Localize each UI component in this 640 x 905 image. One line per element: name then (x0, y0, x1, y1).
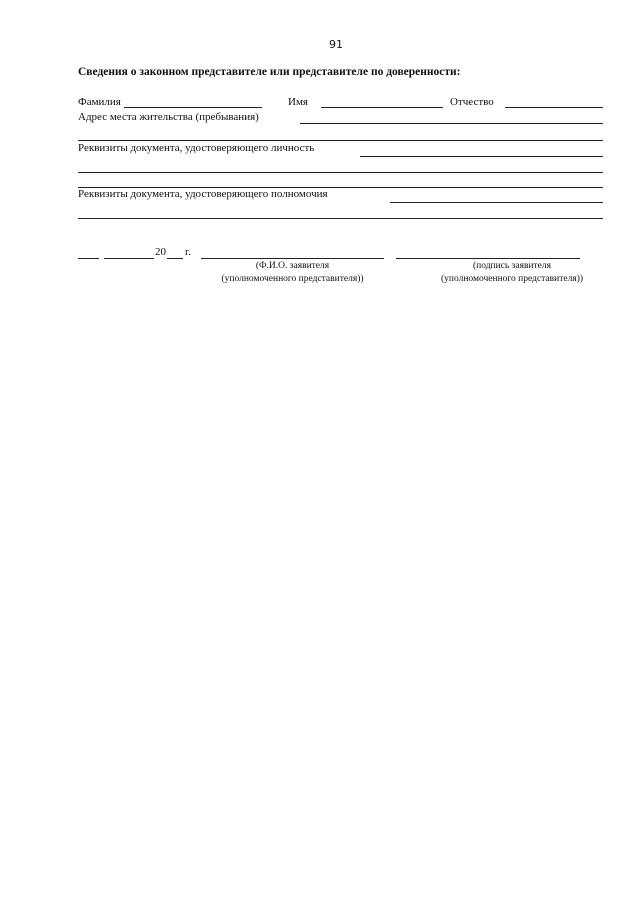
signature-caption (417, 260, 607, 286)
name-field[interactable] (321, 107, 443, 108)
authority-doc-label: Реквизиты документа, удостоверяющего полномочия (78, 188, 328, 200)
page-number: 91 (329, 38, 343, 51)
date-year-suffix: г. (185, 246, 192, 258)
identity-doc-field[interactable] (360, 156, 603, 157)
date-year-field[interactable] (167, 258, 183, 259)
identity-doc-field-line-2[interactable] (78, 172, 603, 173)
address-field[interactable] (300, 123, 603, 124)
surname-label: Фамилия (78, 96, 121, 108)
address-field-line-2[interactable] (78, 140, 603, 141)
authority-doc-field[interactable] (390, 202, 603, 203)
section-heading: Сведения о законном представителе или представителе по доверенности: (78, 66, 461, 78)
date-year-prefix: 20 (155, 246, 166, 258)
signature-caption-line-1: (подпись заявителя (472, 261, 552, 271)
authority-doc-field-line-2[interactable] (78, 218, 603, 219)
patronymic-field[interactable] (505, 107, 603, 108)
surname-field[interactable] (124, 107, 262, 108)
date-day-field[interactable] (78, 258, 99, 259)
address-label: Адрес места жительства (пребывания) (78, 111, 259, 123)
fio-caption-line-2: (уполномоченного представителя)) (221, 274, 364, 284)
fio-caption-line-1: (Ф.И.О. заявителя (255, 261, 330, 271)
fio-caption (201, 260, 384, 286)
identity-doc-label: Реквизиты документа, удостоверяющего личность (78, 142, 315, 154)
signature-caption-line-2: (уполномоченного представителя)) (440, 274, 584, 284)
patronymic-label: Отчество (450, 96, 494, 108)
signature-field[interactable] (396, 258, 580, 259)
fio-field[interactable] (201, 258, 384, 259)
date-month-field[interactable] (104, 258, 154, 259)
name-label: Имя (288, 96, 308, 108)
